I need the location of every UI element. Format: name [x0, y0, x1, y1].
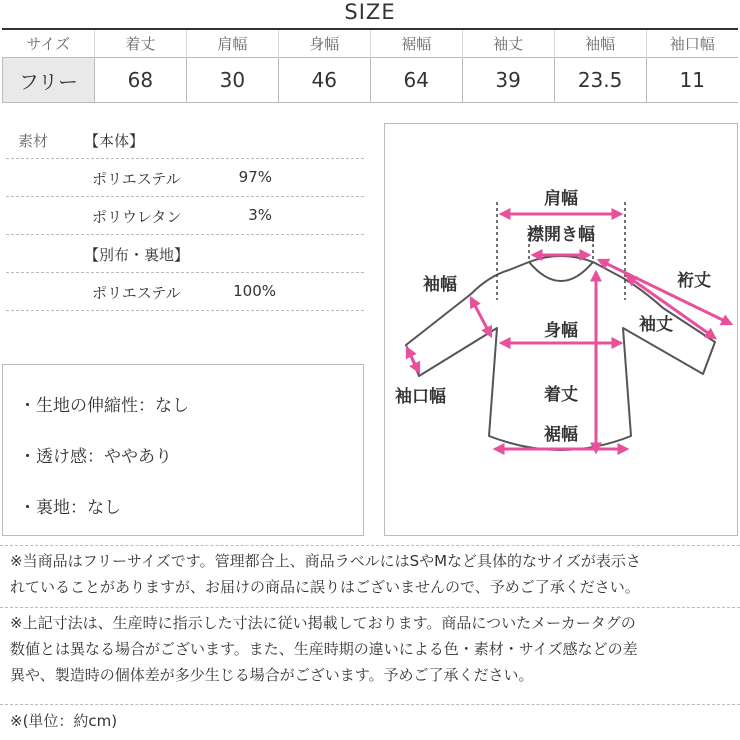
- label-body-width: 身幅: [544, 321, 578, 341]
- material-row: [6, 196, 364, 235]
- header-cuff: 袖口幅: [669, 35, 715, 53]
- note-line: 異や、製造時の個体差が多少生じる場合がございます。予めご了承ください。: [10, 666, 534, 684]
- note-line: 数値とは異なる場合がございます。また、生産時期の違いによる色・素材・サイズ感などの差: [10, 640, 638, 658]
- label-neck: 襟開き幅: [527, 225, 595, 245]
- material-row: [6, 158, 364, 197]
- label-hem: 裾幅: [544, 425, 578, 445]
- label-shoulder: 肩幅: [544, 189, 578, 209]
- material-name: ポリエステル: [92, 284, 181, 302]
- header-size: サイズ: [3, 30, 95, 58]
- note-free-size: [10, 548, 736, 600]
- header-body-width: 身幅: [278, 30, 370, 58]
- material-main-title: 【本体】: [84, 132, 145, 150]
- property-lining: ・裏地：なし: [19, 498, 121, 518]
- label-yuki: 裄丈: [677, 271, 711, 291]
- neckline: [529, 262, 593, 281]
- divider: [0, 704, 740, 705]
- property-sheerness: ・透け感：ややあり: [19, 447, 172, 467]
- material-sub-title: 【別布・裏地】: [84, 246, 190, 264]
- cell-cuff: 11: [646, 58, 738, 103]
- label-length: 着丈: [544, 385, 578, 405]
- material-pct: 3%: [248, 206, 272, 224]
- material-row: [6, 272, 364, 311]
- label-cuff: 袖口幅: [395, 387, 446, 407]
- size-table-header: [3, 30, 739, 58]
- sleeve-width-arrow: [471, 298, 491, 336]
- size-table: [2, 30, 738, 103]
- cell-size-name: フリー: [3, 58, 95, 103]
- note-measurement: [10, 610, 736, 688]
- cell-shoulder: 30: [186, 58, 278, 103]
- size-title: SIZE: [344, 0, 396, 24]
- divider: [0, 607, 740, 608]
- material-name: ポリウレタン: [92, 208, 182, 226]
- header-shoulder: 肩幅: [186, 30, 278, 58]
- material-row-main-title: [6, 120, 364, 159]
- header-sleeve-width: 袖幅: [554, 30, 646, 58]
- size-table-row: [3, 58, 739, 103]
- cell-sleeve-width: 23.5: [554, 58, 646, 103]
- material-label: 素材: [18, 132, 49, 150]
- cell-sleeve-length: 39: [462, 58, 554, 103]
- cell-length: 68: [94, 58, 186, 103]
- material-name: ポリエステル: [92, 170, 181, 188]
- cuff-arrow: [407, 348, 419, 372]
- cell-hem: 64: [370, 58, 462, 103]
- note-unit: ※(単位：約cm): [10, 712, 118, 730]
- label-sleeve-length: 袖丈: [639, 315, 673, 335]
- cell-body-width: 46: [278, 58, 370, 103]
- garment-illustration: [385, 124, 739, 537]
- header-sleeve-length: 袖丈: [462, 30, 554, 58]
- material-pct: 97%: [238, 168, 272, 186]
- fabric-properties-box: [2, 364, 364, 536]
- header-hem: 裾幅: [370, 30, 462, 58]
- divider: [0, 545, 740, 546]
- header-length: 着丈: [94, 30, 186, 58]
- material-pct: 100%: [233, 282, 276, 300]
- label-sleeve-width: 袖幅: [423, 275, 457, 295]
- note-line: ※上記寸法は、生産時に指示した寸法に従い掲載しております。商品についたメーカータグの: [10, 614, 636, 632]
- note-line: ※当商品はフリーサイズです。管理都合上、商品ラベルにはSやMなど具体的なサイズが表示さ: [10, 552, 641, 570]
- measurement-diagram: [384, 123, 738, 536]
- property-stretch: ・生地の伸縮性：なし: [19, 396, 189, 416]
- note-line: れていることがありますが、お届けの商品に誤りはございませんので、予めご了承ください。: [10, 578, 640, 596]
- material-row-sub-title: [6, 234, 364, 273]
